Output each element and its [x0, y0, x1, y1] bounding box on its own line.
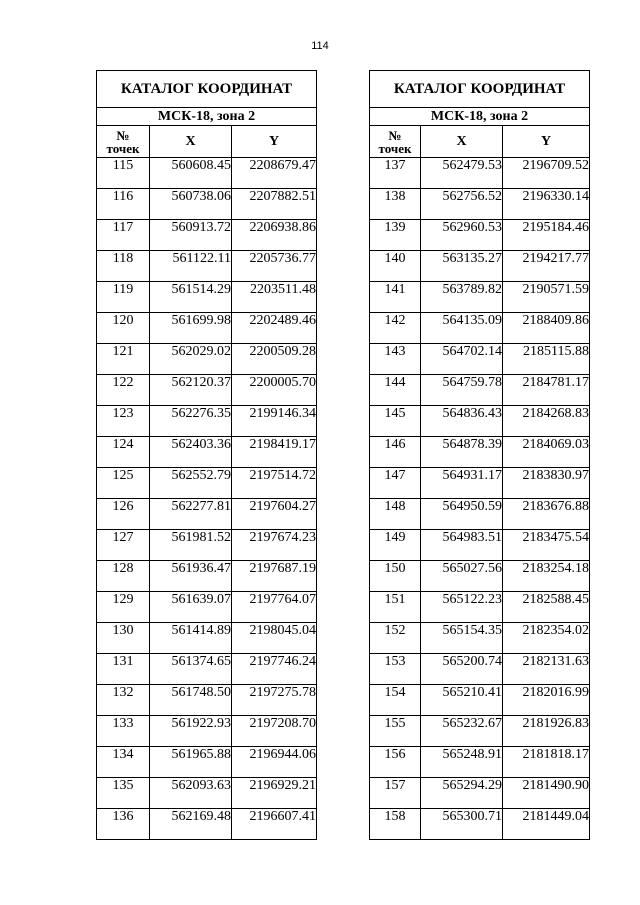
y-coordinate-cell: 2197208.70	[232, 716, 317, 747]
table-row	[97, 437, 317, 468]
table-row	[370, 561, 590, 592]
point-number-cell: 127	[97, 530, 150, 561]
table-row	[370, 530, 590, 561]
table-row	[370, 406, 590, 437]
point-number-cell: 140	[370, 251, 421, 282]
table-row	[97, 158, 317, 189]
point-number-cell: 139	[370, 220, 421, 251]
column-header-y: Y	[503, 126, 590, 158]
y-coordinate-cell: 2203511.48	[232, 282, 317, 313]
y-coordinate-cell: 2196709.52	[503, 158, 590, 189]
point-number-cell: 156	[370, 747, 421, 778]
point-number-cell: 137	[370, 158, 421, 189]
table-row	[97, 375, 317, 406]
point-number-cell: 145	[370, 406, 421, 437]
point-number-cell: 146	[370, 437, 421, 468]
x-coordinate-cell: 564983.51	[421, 530, 503, 561]
y-coordinate-cell: 2205736.77	[232, 251, 317, 282]
point-number-cell: 150	[370, 561, 421, 592]
coordinate-catalog-table-right	[369, 70, 590, 840]
point-number-cell: 143	[370, 344, 421, 375]
x-coordinate-cell: 562093.63	[150, 778, 232, 809]
table-row	[370, 375, 590, 406]
column-header-point-number	[370, 126, 421, 158]
y-coordinate-cell: 2183254.18	[503, 561, 590, 592]
table-row	[370, 809, 590, 840]
x-coordinate-cell: 564135.09	[421, 313, 503, 344]
point-number-cell: 130	[97, 623, 150, 654]
point-number-cell: 122	[97, 375, 150, 406]
y-coordinate-cell: 2188409.86	[503, 313, 590, 344]
table-row	[370, 468, 590, 499]
y-coordinate-cell: 2184268.83	[503, 406, 590, 437]
point-number-cell: 120	[97, 313, 150, 344]
y-coordinate-cell: 2197687.19	[232, 561, 317, 592]
table-row	[97, 685, 317, 716]
x-coordinate-cell: 565300.71	[421, 809, 503, 840]
x-coordinate-cell: 562552.79	[150, 468, 232, 499]
column-header-x: X	[421, 126, 503, 158]
x-coordinate-cell: 563135.27	[421, 251, 503, 282]
table-row	[370, 189, 590, 220]
point-number-cell: 142	[370, 313, 421, 344]
x-coordinate-cell: 561922.93	[150, 716, 232, 747]
table-row	[370, 158, 590, 189]
table-row	[97, 468, 317, 499]
x-coordinate-cell: 564931.17	[421, 468, 503, 499]
table-row	[370, 623, 590, 654]
point-number-cell: 134	[97, 747, 150, 778]
point-number-cell: 128	[97, 561, 150, 592]
y-coordinate-cell: 2197674.23	[232, 530, 317, 561]
y-coordinate-cell: 2182588.45	[503, 592, 590, 623]
point-number-cell: 141	[370, 282, 421, 313]
y-coordinate-cell: 2197514.72	[232, 468, 317, 499]
table-row	[97, 406, 317, 437]
table-row	[370, 747, 590, 778]
point-number-cell: 154	[370, 685, 421, 716]
y-coordinate-cell: 2196929.21	[232, 778, 317, 809]
point-number-cell: 129	[97, 592, 150, 623]
point-number-cell: 118	[97, 251, 150, 282]
y-coordinate-cell: 2199146.34	[232, 406, 317, 437]
x-coordinate-cell: 563789.82	[421, 282, 503, 313]
x-coordinate-cell: 564702.14	[421, 344, 503, 375]
table-row	[370, 499, 590, 530]
y-coordinate-cell: 2197275.78	[232, 685, 317, 716]
point-number-cell: 125	[97, 468, 150, 499]
point-number-cell: 153	[370, 654, 421, 685]
table-subtitle: МСК-18, зона 2	[370, 108, 590, 126]
x-coordinate-cell: 561699.98	[150, 313, 232, 344]
x-coordinate-cell: 561936.47	[150, 561, 232, 592]
table-row	[97, 530, 317, 561]
x-coordinate-cell: 565027.56	[421, 561, 503, 592]
y-coordinate-cell: 2208679.47	[232, 158, 317, 189]
y-coordinate-cell: 2197746.24	[232, 654, 317, 685]
coordinate-catalog-table-left	[96, 70, 317, 840]
y-coordinate-cell: 2202489.46	[232, 313, 317, 344]
x-coordinate-cell: 561965.88	[150, 747, 232, 778]
x-coordinate-cell: 565248.91	[421, 747, 503, 778]
table-row	[97, 716, 317, 747]
x-coordinate-cell: 565200.74	[421, 654, 503, 685]
table-row	[97, 561, 317, 592]
table-row	[370, 282, 590, 313]
x-coordinate-cell: 564878.39	[421, 437, 503, 468]
x-coordinate-cell: 561514.29	[150, 282, 232, 313]
y-coordinate-cell: 2181490.90	[503, 778, 590, 809]
point-number-cell: 152	[370, 623, 421, 654]
table-title: КАТАЛОГ КООРДИНАТ	[97, 71, 317, 108]
point-number-cell: 123	[97, 406, 150, 437]
table-row	[97, 592, 317, 623]
x-coordinate-cell: 562756.52	[421, 189, 503, 220]
table-row	[370, 778, 590, 809]
y-coordinate-cell: 2198045.04	[232, 623, 317, 654]
x-coordinate-cell: 562277.81	[150, 499, 232, 530]
y-coordinate-cell: 2195184.46	[503, 220, 590, 251]
y-coordinate-cell: 2190571.59	[503, 282, 590, 313]
x-coordinate-cell: 565122.23	[421, 592, 503, 623]
y-coordinate-cell: 2207882.51	[232, 189, 317, 220]
y-coordinate-cell: 2181818.17	[503, 747, 590, 778]
point-number-cell: 115	[97, 158, 150, 189]
y-coordinate-cell: 2181449.04	[503, 809, 590, 840]
y-coordinate-cell: 2184781.17	[503, 375, 590, 406]
point-number-cell: 119	[97, 282, 150, 313]
y-coordinate-cell: 2200005.70	[232, 375, 317, 406]
y-coordinate-cell: 2206938.86	[232, 220, 317, 251]
table-body	[370, 158, 590, 840]
table-row	[97, 809, 317, 840]
x-coordinate-cell: 565294.29	[421, 778, 503, 809]
column-header-points-label: точек	[106, 140, 140, 156]
table-row	[370, 344, 590, 375]
column-header-point-number	[97, 126, 150, 158]
y-coordinate-cell: 2183830.97	[503, 468, 590, 499]
y-coordinate-cell: 2184069.03	[503, 437, 590, 468]
y-coordinate-cell: 2185115.88	[503, 344, 590, 375]
x-coordinate-cell: 562479.53	[421, 158, 503, 189]
table-row	[370, 251, 590, 282]
x-coordinate-cell: 565210.41	[421, 685, 503, 716]
column-header-points-label: точек	[378, 140, 412, 156]
column-header-number-sign: №	[388, 127, 402, 143]
x-coordinate-cell: 562120.37	[150, 375, 232, 406]
y-coordinate-cell: 2196607.41	[232, 809, 317, 840]
table-row	[97, 251, 317, 282]
y-coordinate-cell: 2198419.17	[232, 437, 317, 468]
column-header-y: Y	[232, 126, 317, 158]
x-coordinate-cell: 565232.67	[421, 716, 503, 747]
page-number: 114	[311, 40, 329, 52]
x-coordinate-cell: 561639.07	[150, 592, 232, 623]
table-row	[97, 747, 317, 778]
point-number-cell: 148	[370, 499, 421, 530]
x-coordinate-cell: 561122.11	[150, 251, 232, 282]
y-coordinate-cell: 2181926.83	[503, 716, 590, 747]
point-number-cell: 116	[97, 189, 150, 220]
table-row	[370, 313, 590, 344]
y-coordinate-cell: 2182016.99	[503, 685, 590, 716]
point-number-cell: 138	[370, 189, 421, 220]
y-coordinate-cell: 2183676.88	[503, 499, 590, 530]
table-row	[97, 499, 317, 530]
point-number-cell: 124	[97, 437, 150, 468]
table-row	[97, 220, 317, 251]
y-coordinate-cell: 2196330.14	[503, 189, 590, 220]
x-coordinate-cell: 562029.02	[150, 344, 232, 375]
point-number-cell: 126	[97, 499, 150, 530]
x-coordinate-cell: 561748.50	[150, 685, 232, 716]
x-coordinate-cell: 565154.35	[421, 623, 503, 654]
x-coordinate-cell: 564836.43	[421, 406, 503, 437]
table-row	[370, 716, 590, 747]
y-coordinate-cell: 2197604.27	[232, 499, 317, 530]
table-row	[97, 282, 317, 313]
x-coordinate-cell: 561414.89	[150, 623, 232, 654]
point-number-cell: 117	[97, 220, 150, 251]
table-row	[97, 623, 317, 654]
point-number-cell: 132	[97, 685, 150, 716]
table-row	[370, 685, 590, 716]
table-row	[370, 220, 590, 251]
x-coordinate-cell: 562960.53	[421, 220, 503, 251]
point-number-cell: 157	[370, 778, 421, 809]
y-coordinate-cell: 2182131.63	[503, 654, 590, 685]
column-header-number-sign: №	[116, 127, 130, 143]
column-header-x: X	[150, 126, 232, 158]
table-row	[97, 778, 317, 809]
y-coordinate-cell: 2182354.02	[503, 623, 590, 654]
x-coordinate-cell: 560608.45	[150, 158, 232, 189]
x-coordinate-cell: 562169.48	[150, 809, 232, 840]
table-row	[97, 313, 317, 344]
point-number-cell: 121	[97, 344, 150, 375]
x-coordinate-cell: 560913.72	[150, 220, 232, 251]
x-coordinate-cell: 564950.59	[421, 499, 503, 530]
point-number-cell: 144	[370, 375, 421, 406]
table-subtitle: МСК-18, зона 2	[97, 108, 317, 126]
y-coordinate-cell: 2200509.28	[232, 344, 317, 375]
table-row	[370, 592, 590, 623]
x-coordinate-cell: 562403.36	[150, 437, 232, 468]
point-number-cell: 151	[370, 592, 421, 623]
point-number-cell: 133	[97, 716, 150, 747]
x-coordinate-cell: 560738.06	[150, 189, 232, 220]
point-number-cell: 147	[370, 468, 421, 499]
x-coordinate-cell: 564759.78	[421, 375, 503, 406]
point-number-cell: 158	[370, 809, 421, 840]
table-row	[97, 654, 317, 685]
point-number-cell: 155	[370, 716, 421, 747]
table-row	[370, 437, 590, 468]
x-coordinate-cell: 561374.65	[150, 654, 232, 685]
table-row	[97, 344, 317, 375]
table-body	[97, 158, 317, 840]
point-number-cell: 149	[370, 530, 421, 561]
table-row	[370, 654, 590, 685]
table-title: КАТАЛОГ КООРДИНАТ	[370, 71, 590, 108]
y-coordinate-cell: 2196944.06	[232, 747, 317, 778]
point-number-cell: 131	[97, 654, 150, 685]
x-coordinate-cell: 562276.35	[150, 406, 232, 437]
y-coordinate-cell: 2194217.77	[503, 251, 590, 282]
y-coordinate-cell: 2197764.07	[232, 592, 317, 623]
point-number-cell: 135	[97, 778, 150, 809]
y-coordinate-cell: 2183475.54	[503, 530, 590, 561]
table-row	[97, 189, 317, 220]
point-number-cell: 136	[97, 809, 150, 840]
x-coordinate-cell: 561981.52	[150, 530, 232, 561]
